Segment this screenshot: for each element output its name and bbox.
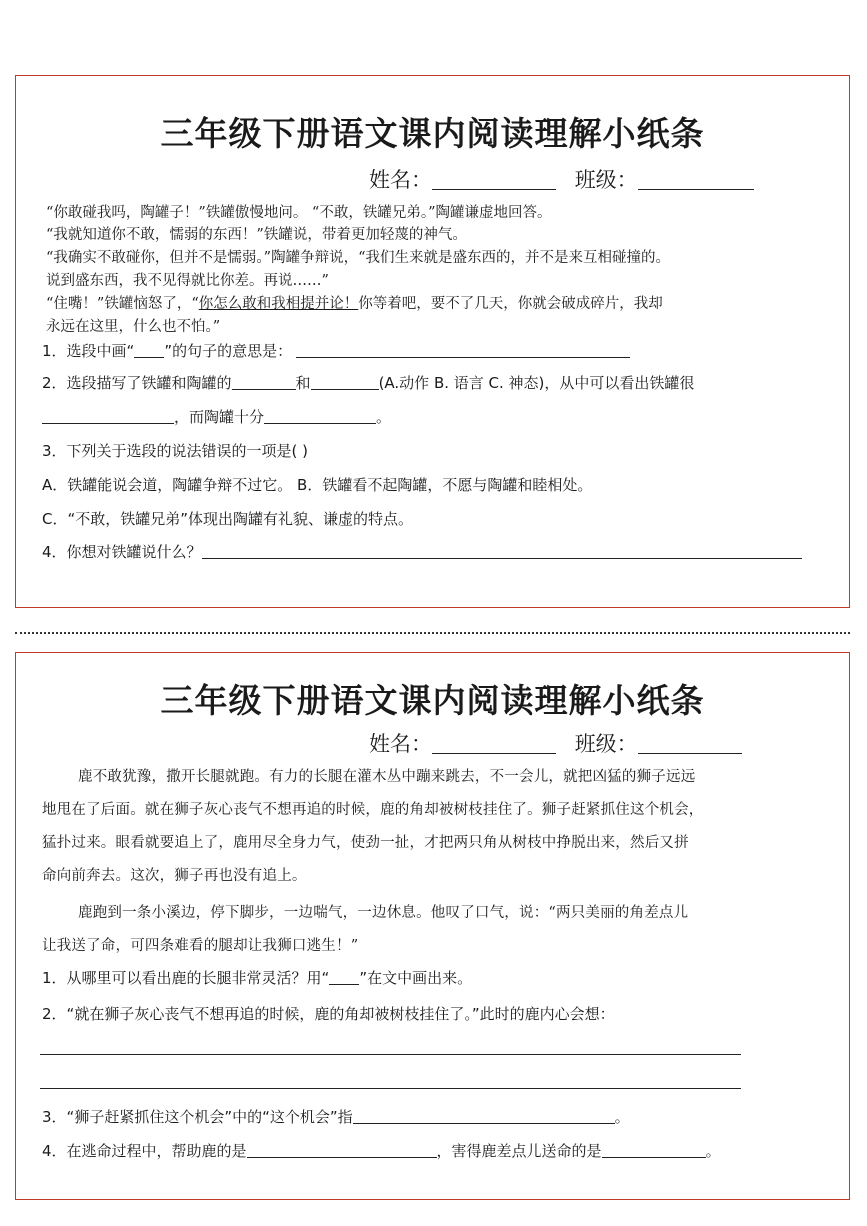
answer-blank[interactable]: [232, 374, 296, 390]
answer-blank[interactable]: [602, 1142, 706, 1158]
name-label: 姓名：: [369, 732, 432, 756]
question-3: 3．“狮子赶紧抓住这个机会”中的“这个机会”指 。: [42, 1108, 630, 1126]
question-2: 2．选段描写了铁罐和陶罐的 和 (A.动作 B. 语言 C. 神态)，从中可以看出铁罐很: [42, 374, 695, 392]
answer-blank[interactable]: [264, 408, 376, 424]
worksheet-card-2: [15, 652, 850, 1200]
question-4: 4．在逃命过程中，帮助鹿的是 ，害得鹿差点儿送命的是 。: [42, 1142, 721, 1160]
answer-blank[interactable]: [353, 1108, 615, 1124]
passage-line: “我确实不敢碰你，但并不是懦弱。”陶罐争辩说，“我们生来就是盛东西的，并不是来互相碰撞的。: [46, 250, 670, 266]
underline-mark: [134, 342, 164, 358]
name-label: 姓名：: [369, 168, 432, 192]
class-field[interactable]: [638, 169, 754, 190]
name-field[interactable]: [432, 733, 556, 754]
answer-blank[interactable]: [311, 374, 379, 390]
class-label: 班级：: [574, 168, 638, 192]
question-1: 1．选段中画“ ”的句子的意思是：: [42, 340, 630, 361]
question-2: 2．“就在狮子灰心丧气不想再追的时候，鹿的角却被树枝挂住了。”此时的鹿内心会想：: [42, 1005, 615, 1023]
answer-line[interactable]: [40, 1054, 741, 1055]
cut-line: [15, 632, 850, 634]
worksheet-title: 三年级下册语文课内阅读理解小纸条: [160, 114, 705, 153]
answer-blank[interactable]: [42, 408, 174, 424]
answer-blank[interactable]: [296, 342, 630, 358]
passage-line: 让我送了命，可四条难看的腿却让我狮口逃生！”: [42, 938, 359, 954]
worksheet-title: 三年级下册语文课内阅读理解小纸条: [160, 681, 705, 720]
question-4: 4．你想对铁罐说什么？: [42, 541, 802, 562]
name-class-row: [369, 728, 742, 758]
worksheet-card-1: [15, 75, 850, 608]
question-1: 1．从哪里可以看出鹿的长腿非常灵活？用“ ”在文中画出来。: [42, 969, 473, 987]
question-3: 3．下列关于选段的说法错误的一项是( ): [42, 442, 309, 460]
passage-line: “你敢碰我吗，陶罐子！”铁罐傲慢地问。 “不敢，铁罐兄弟。”陶罐谦虚地回答。: [46, 205, 552, 221]
name-class-row: [369, 164, 754, 194]
underline-mark: [329, 969, 359, 985]
underlined-sentence: 你怎么敢和我相提并论！: [198, 296, 359, 312]
passage-line: “我就知道你不敢，懦弱的东西！”铁罐说，带着更加轻蔑的神气。: [46, 227, 467, 243]
class-label: 班级：: [574, 732, 638, 756]
answer-blank[interactable]: [247, 1142, 437, 1158]
question-3-options-ab: A．铁罐能说会道，陶罐争辩不过它。 B．铁罐看不起陶罐，不愿与陶罐和睦相处。: [42, 476, 593, 494]
passage-line: 命向前奔去。这次，狮子再也没有追上。: [42, 868, 307, 884]
passage-line: 说到盛东西，我不见得就比你差。再说……”: [46, 273, 329, 289]
passage-line: “住嘴！”铁罐恼怒了，“你怎么敢和我相提并论！你等着吧，要不了几天，你就会破成碎片，我却: [46, 296, 663, 312]
passage-line: 鹿跑到一条小溪边，停下脚步，一边喘气，一边休息。他叹了口气，说：“两只美丽的角差点儿: [78, 905, 689, 921]
passage-line: 猛扑过来。眼看就要追上了，鹿用尽全身力气，使劲一扯，才把两只角从树枝中挣脱出来，然后又拼: [42, 835, 689, 851]
class-field[interactable]: [638, 733, 742, 754]
question-2-cont: ，而陶罐十分 。: [42, 406, 391, 427]
passage-line: 鹿不敢犹豫，撒开长腿就跑。有力的长腿在灌木丛中蹦来跳去，不一会儿，就把凶猛的狮子远远: [78, 769, 696, 785]
answer-blank[interactable]: [202, 543, 802, 559]
name-field[interactable]: [432, 169, 556, 190]
question-3-option-c: C．“不敢，铁罐兄弟”体现出陶罐有礼貌、谦虚的特点。: [42, 510, 414, 528]
answer-line[interactable]: [40, 1088, 741, 1089]
passage-line: 地甩在了后面。就在狮子灰心丧气不想再追的时候，鹿的角却被树枝挂住了。狮子赶紧抓住这个机会，: [42, 802, 704, 818]
passage-line: 永远在这里，什么也不怕。”: [46, 319, 221, 335]
